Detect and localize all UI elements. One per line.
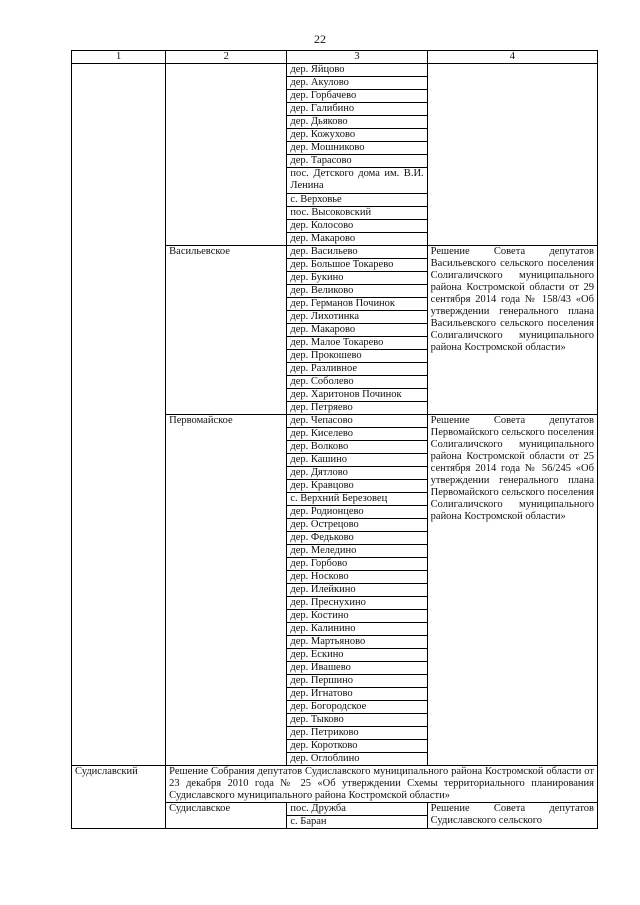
list-item: дер. Илейкино xyxy=(287,584,426,597)
decision-text-start: Решение Совета депутатов Судиславского сельского xyxy=(430,803,594,826)
list-item: дер. Макарово xyxy=(287,324,426,337)
list-item: дер. Чепасово xyxy=(287,415,426,428)
list-item: дер. Тарасово xyxy=(287,155,426,168)
list-item: дер. Макарово xyxy=(290,233,356,244)
settlement-cell-empty xyxy=(166,64,287,246)
list-item: дер. Костино xyxy=(287,610,426,623)
list-item: дер. Тыково xyxy=(287,714,426,727)
locations-list xyxy=(287,415,426,765)
header-col-1: 1 xyxy=(72,51,166,64)
locations-list xyxy=(287,246,426,414)
locations-cell xyxy=(287,64,427,246)
list-item: с. Верховье xyxy=(287,194,426,207)
table-header-row xyxy=(72,51,598,64)
list-item: дер. Киселево xyxy=(287,428,426,441)
decision-text xyxy=(427,803,597,829)
header-col-3: 3 xyxy=(287,51,427,64)
list-item: дер. Мартьяново xyxy=(287,636,426,649)
list-item: дер. Петряево xyxy=(290,402,353,413)
table-row-continuation xyxy=(72,64,598,246)
list-item: дер. Преснухино xyxy=(287,597,426,610)
list-item: дер. Дьяково xyxy=(287,116,426,129)
list-item: дер. Коротково xyxy=(287,740,426,753)
list-item: дер. Кашино xyxy=(287,454,426,467)
list-item: дер. Прокошево xyxy=(287,350,426,363)
list-item: дер. Носково xyxy=(287,571,426,584)
list-item: дер. Харитонов Починок xyxy=(287,389,426,402)
settlement-name: Судиславское xyxy=(166,803,287,829)
list-item: дер. Галибино xyxy=(287,103,426,116)
list-item: дер. Мошниково xyxy=(287,142,426,155)
district-decision-text: Решение Собрания депутатов Судиславского муниципального района Костромской области от 23 декабря 2010 года № 25 «Об утверждении Схемы территориального планирования Судиславского муниципального района Костромской области» xyxy=(166,766,598,803)
list-item: пос. Высоковский xyxy=(287,207,426,220)
locations-cell xyxy=(287,415,427,766)
list-item: с. Баран xyxy=(287,816,427,829)
locations-cell xyxy=(287,246,427,415)
list-item: дер. Петриково xyxy=(287,727,426,740)
list-item: дер. Ескино xyxy=(287,649,426,662)
list-item: дер. Разливное xyxy=(287,363,426,376)
municipal-table xyxy=(71,50,598,829)
list-item: дер. Кравцово xyxy=(287,480,426,493)
list-item: дер. Акулово xyxy=(287,77,426,90)
decision-text: Решение Совета депутатов Первомайского сельского поселения Солигаличского муниципального района Костромской области от 25 сентября 2014 года № 56/245 «Об утверждении генерального плана Первомайского сельского поселения Солигаличского муниципального района Костромской области» xyxy=(427,415,597,766)
list-item: дер. Родионцево xyxy=(287,506,426,519)
district-name: Судиславский xyxy=(72,766,166,829)
list-item: дер. Калинино xyxy=(287,623,426,636)
list-item: дер. Соболево xyxy=(287,376,426,389)
header-col-4: 4 xyxy=(427,51,597,64)
district-cell-empty xyxy=(72,64,166,766)
list-item: дер. Яйцово xyxy=(287,64,426,77)
page-number: 22 xyxy=(314,32,326,46)
list-item: дер. Першино xyxy=(287,675,426,688)
list-item: дер. Лихотинка xyxy=(287,311,426,324)
settlement-name: Первомайское xyxy=(166,415,287,766)
list-item: дер. Игнатово xyxy=(287,688,426,701)
list-item: дер. Великово xyxy=(287,285,426,298)
list-item: дер. Кожухово xyxy=(287,129,426,142)
list-item: дер. Острецово xyxy=(287,519,426,532)
table-row-sudislavsky-district xyxy=(72,766,598,803)
list-item: дер. Большое Токарево xyxy=(287,259,426,272)
decision-cell-empty xyxy=(427,64,597,246)
list-item: дер. Германов Починок xyxy=(287,298,426,311)
list-item: дер. Богородское xyxy=(287,701,426,714)
list-item: дер. Оглоблино xyxy=(290,753,360,764)
locations-list xyxy=(287,64,426,245)
list-item: дер. Букино xyxy=(287,272,426,285)
list-item: дер. Ивашево xyxy=(287,662,426,675)
list-item: дер. Федьково xyxy=(287,532,426,545)
list-item: дер. Меледино xyxy=(287,545,426,558)
list-item: дер. Малое Токарево xyxy=(287,337,426,350)
list-item: дер. Горбачево xyxy=(287,90,426,103)
list-item: дер. Дятлово xyxy=(287,467,426,480)
list-item: дер. Волково xyxy=(287,441,426,454)
list-item: дер. Васильево xyxy=(287,246,426,259)
settlement-name: Васильевское xyxy=(166,246,287,415)
list-item: пос. Детского дома им. В.И. Ленина xyxy=(287,168,426,194)
list-item: дер. Колосово xyxy=(287,220,426,233)
header-col-2: 2 xyxy=(166,51,287,64)
list-item: с. Верхний Березовец xyxy=(287,493,426,506)
list-item: дер. Горбово xyxy=(287,558,426,571)
list-item: пос. Дружба xyxy=(287,803,427,816)
decision-text: Решение Совета депутатов Васильевского сельского поселения Солигаличского муниципального района Костромской области от 29 сентября 2014 года № 158/43 «Об утверждении генерального плана Васильевского сельского поселения Солигаличского муниципального района Костромской области» xyxy=(427,246,597,415)
